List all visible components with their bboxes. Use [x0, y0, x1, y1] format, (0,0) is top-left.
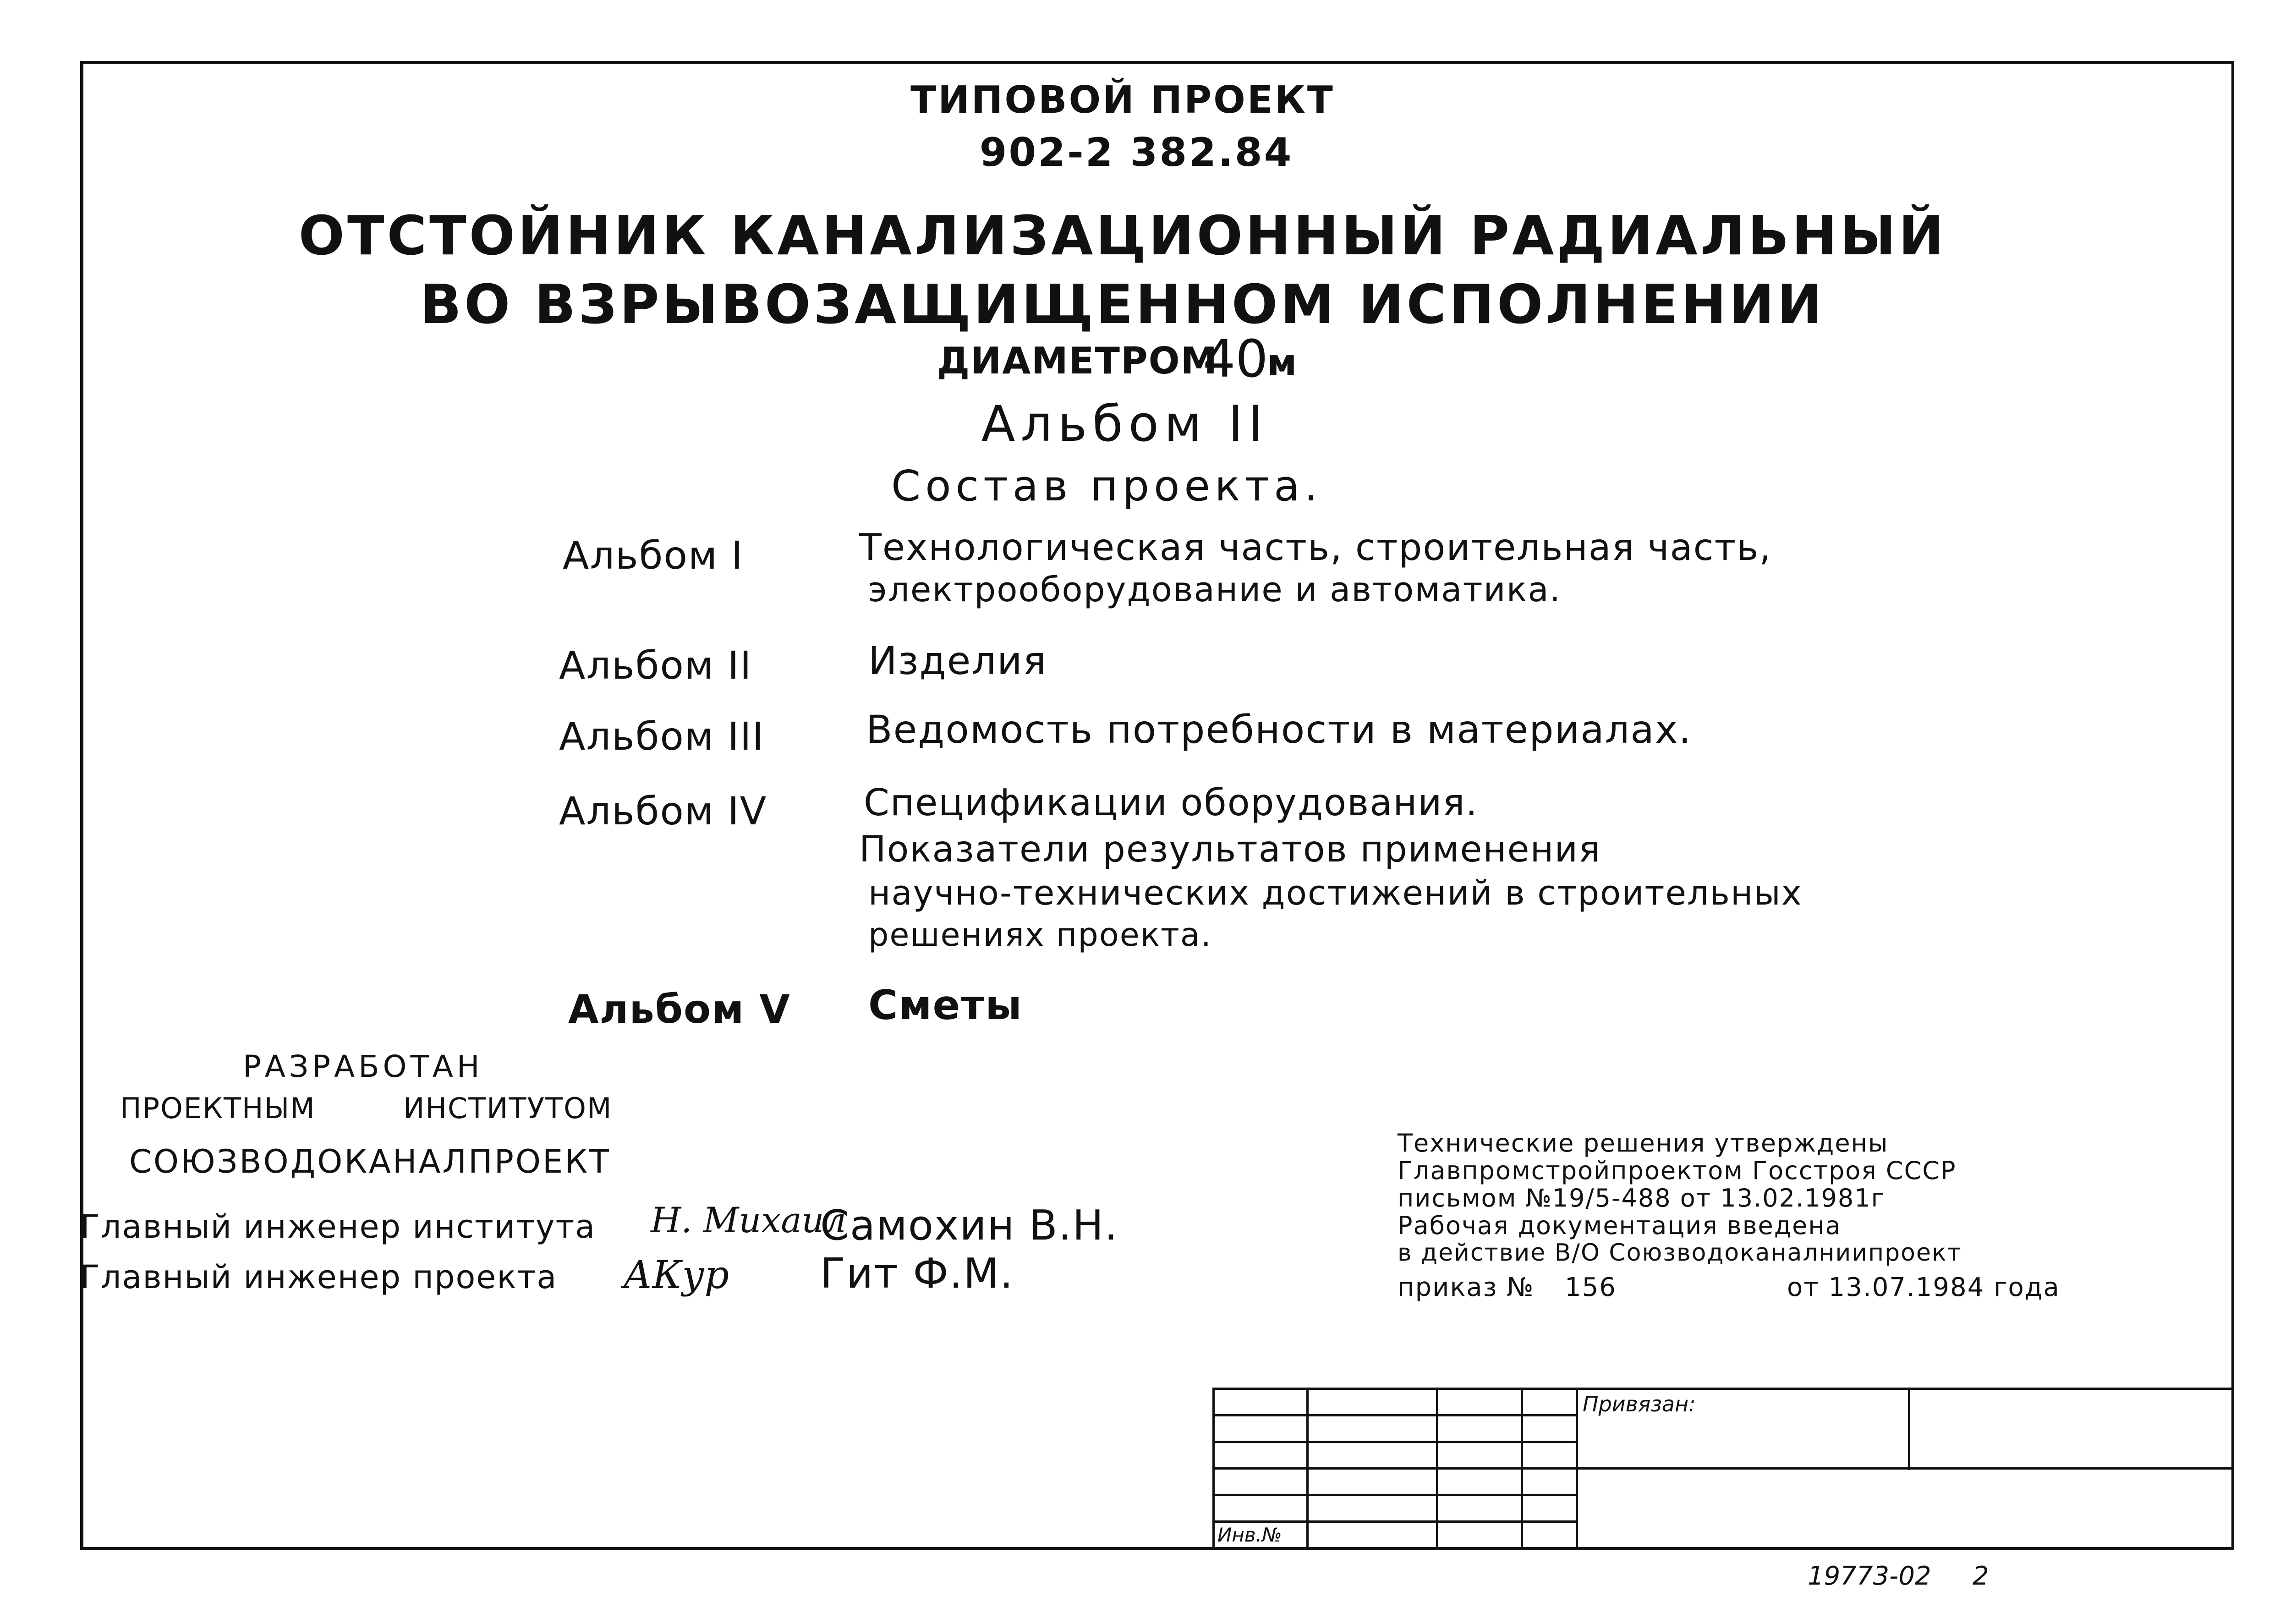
- project-number: 902-2 382.84: [979, 130, 1293, 176]
- stamp-cell: [1308, 1522, 1437, 1548]
- stamp-cell: [1522, 1442, 1577, 1469]
- signature-name-1: Самохин В.Н.: [820, 1202, 1118, 1250]
- developer-line-3: СОЮЗВОДОКАНАЛПРОЕКТ: [129, 1143, 611, 1180]
- stamp-divider: [1908, 1388, 1910, 1470]
- signature-name-2: Гит Ф.М.: [820, 1250, 1014, 1298]
- approval-line-1: Технические решения утверждены: [1398, 1129, 1889, 1158]
- inv-label: Инв.№: [1217, 1524, 1282, 1546]
- album-4-label: Альбом IV: [559, 789, 767, 834]
- album-5-line-1: Сметы: [868, 982, 1023, 1029]
- signature-1: Н. Михаил: [651, 1200, 846, 1240]
- stamp-cell: [1214, 1495, 1308, 1522]
- order-label: приказ №: [1398, 1273, 1535, 1302]
- signature-role-2: Главный инженер проекта: [80, 1258, 558, 1296]
- stamp-cell: [1522, 1522, 1577, 1548]
- approval-line-4: Рабочая документация введена: [1398, 1211, 1842, 1240]
- album-title: Альбом II: [981, 395, 1269, 453]
- bound-label: Привязан:: [1583, 1392, 1696, 1416]
- album-4-line-4: решениях проекта.: [868, 916, 1212, 954]
- album-3-label: Альбом III: [559, 714, 765, 759]
- stamp-cell: [1308, 1495, 1437, 1522]
- title-block: [1212, 1388, 2234, 1550]
- stamp-cell: [1437, 1389, 1522, 1416]
- album-3-line-1: Ведомость потребности в материалах.: [866, 707, 1692, 752]
- composition-heading: Состав проекта.: [891, 461, 1322, 510]
- stamp-cell: [1214, 1469, 1308, 1495]
- diameter-unit: м: [1267, 341, 1297, 384]
- album-5-label: Альбом V: [568, 987, 791, 1032]
- developer-line-2b: ИНСТИТУТОМ: [403, 1092, 613, 1125]
- diameter-label: ДИАМЕТРОМ: [937, 340, 1218, 382]
- album-4-line-1: Спецификации оборудования.: [864, 781, 1479, 824]
- approval-line-2: Главпромстройпроектом Госстроя СССР: [1398, 1156, 1957, 1185]
- album-2-line-1: Изделия: [868, 638, 1047, 683]
- diameter-value: 40: [1203, 329, 1268, 389]
- album-1-line-2: электрооборудование и автоматика.: [868, 570, 1562, 609]
- stamp-cell: [1308, 1389, 1437, 1416]
- stamp-cell: [1437, 1416, 1522, 1442]
- stamp-cell: [1437, 1522, 1522, 1548]
- title-line-2: ВО ВЗРЫВОЗАЩИЩЕННОМ ИСПОЛНЕНИИ: [420, 273, 1825, 336]
- developer-line-1: РАЗРАБОТАН: [243, 1049, 483, 1084]
- stamp-cell: [1437, 1495, 1522, 1522]
- stamp-cell: [1522, 1389, 1577, 1416]
- approval-line-3: письмом №19/5-488 от 13.02.1981г: [1398, 1184, 1885, 1213]
- order-date: от 13.07.1984 года: [1787, 1273, 2060, 1302]
- stamp-cell: [1308, 1416, 1437, 1442]
- stamp-cell: [1308, 1442, 1437, 1469]
- stamp-cell: [1214, 1389, 1308, 1416]
- sheet-number: 2: [1973, 1561, 1989, 1591]
- signature-2: АКур: [623, 1252, 729, 1297]
- album-2-label: Альбом II: [559, 643, 752, 688]
- developer-line-2a: ПРОЕКТНЫМ: [120, 1092, 316, 1125]
- stamp-cell: [1437, 1469, 1522, 1495]
- stamp-cell: [1308, 1469, 1437, 1495]
- signature-role-1: Главный инженер института: [80, 1208, 596, 1245]
- stamp-cell: [1522, 1469, 1577, 1495]
- doc-number: 19773-02: [1808, 1561, 1931, 1591]
- stamp-cell: [1437, 1442, 1522, 1469]
- inv-cell: [1214, 1522, 1308, 1548]
- stamp-cell: [1214, 1416, 1308, 1442]
- stamp-cell: [1522, 1495, 1577, 1522]
- album-4-line-2: Показатели результатов применения: [859, 829, 1601, 870]
- order-number: 156: [1565, 1273, 1617, 1302]
- title-block-grid: [1212, 1388, 2234, 1549]
- album-1-line-1: Технологическая часть, строительная часть,: [859, 526, 1772, 569]
- bound-cell: [1577, 1389, 2233, 1469]
- approval-line-5: в действие В/О Союзводоканалниипроект: [1398, 1239, 1962, 1267]
- stamp-cell: [1522, 1416, 1577, 1442]
- album-4-line-3: научно-технических достижений в строительных: [868, 873, 1803, 913]
- project-type: ТИПОВОЙ ПРОЕКТ: [910, 78, 1335, 122]
- album-1-label: Альбом I: [563, 533, 744, 578]
- stamp-cell: [1214, 1442, 1308, 1469]
- stamp-empty-cell: [1577, 1469, 2233, 1548]
- title-line-1: ОТСТОЙНИК КАНАЛИЗАЦИОННЫЙ РАДИАЛЬНЫЙ: [298, 204, 1947, 267]
